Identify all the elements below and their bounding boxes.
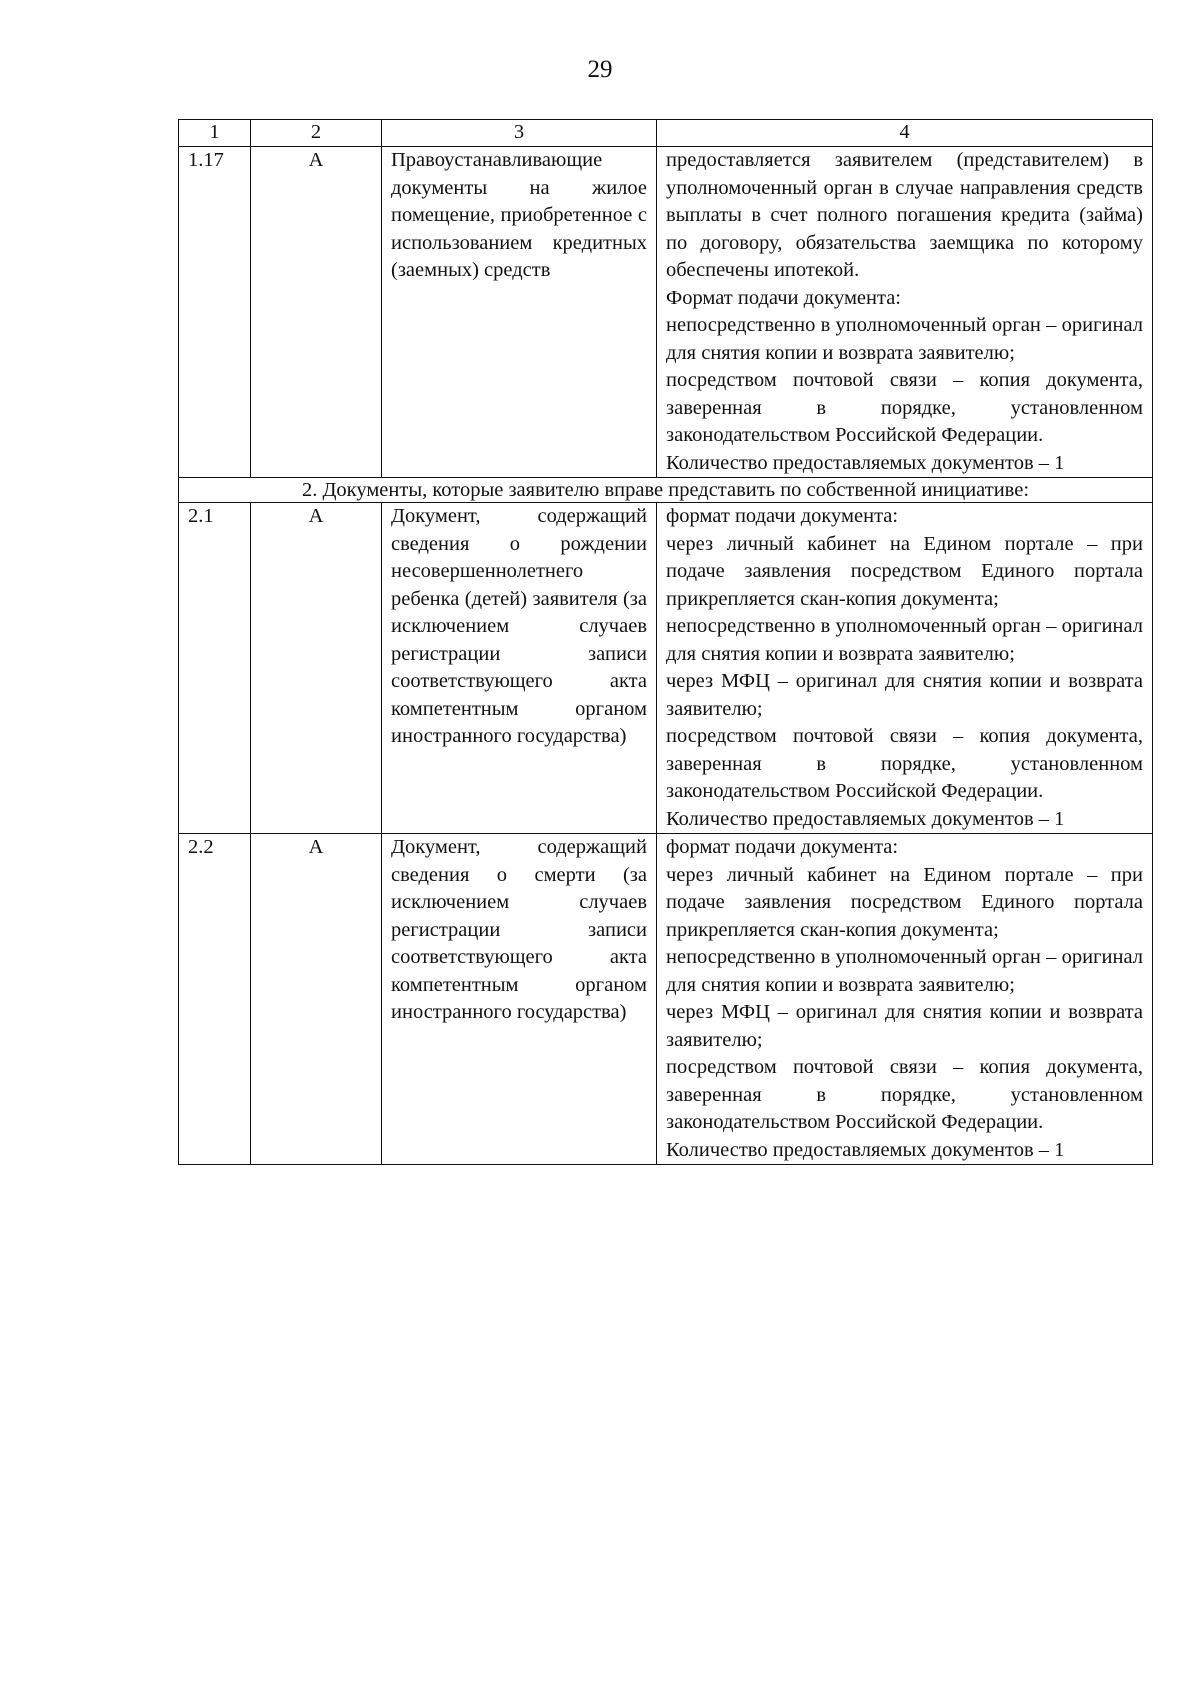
info-line: посредством почтовой связи – копия документа, заверенная в порядке, установленном законодательством Российской Федерации. (666, 369, 1143, 446)
submission-info (657, 503, 1153, 834)
document-name: Правоустанавливающие документы на жилое помещение, приобретенное с использованием кредитных (заемных) средств (382, 147, 657, 478)
info-line: непосредственно в уполномоченный орган – оригинал для снятия копии и возврата заявителю; (666, 314, 1143, 364)
header-row (179, 120, 1153, 147)
page-number: 29 (587, 56, 613, 83)
info-line: непосредственно в уполномоченный орган – оригинал для снятия копии и возврата заявителю; (666, 615, 1143, 665)
submission-info (657, 147, 1153, 478)
section-row (179, 478, 1153, 503)
info-line: посредством почтовой связи – копия документа, заверенная в порядке, установленном законодательством Российской Федерации. (666, 1056, 1143, 1133)
document-name: Документ, содержащий сведения о смерти (за исключением случаев регистрации записи соответствующего акта компетентным органом иностранного государства) (382, 834, 657, 1165)
row-number: 2.1 (179, 503, 251, 834)
document-name: Документ, содержащий сведения о рождении несовершеннолетнего ребенка (детей) заявителя (за исключением случаев регистрации записи соответствующего акта компетентным органом иностранного государства) (382, 503, 657, 834)
info-line: через МФЦ – оригинал для снятия копии и возврата заявителю; (666, 670, 1143, 720)
row-category: А (251, 834, 382, 1165)
info-line: посредством почтовой связи – копия документа, заверенная в порядке, установленном законодательством Российской Федерации. (666, 725, 1143, 802)
row-number: 2.2 (179, 834, 251, 1165)
info-line: формат подачи документа: (666, 836, 899, 858)
row-category: А (251, 147, 382, 478)
info-line: Количество предоставляемых документов – 1 (666, 451, 1065, 474)
info-line: предоставляется заявителем (представителем) в уполномоченный орган в случае направления средств выплаты в счет полного погашения кредита (займа) по договору, обязательства заемщика по которому обеспечены ипотекой. (666, 149, 1143, 281)
header-cell-4: 4 (657, 120, 1153, 147)
info-line: через МФЦ – оригинал для снятия копии и возврата заявителю; (666, 1001, 1143, 1051)
header-cell-2: 2 (251, 120, 382, 147)
table-row (179, 834, 1153, 1165)
info-line: Количество предоставляемых документов – 1 (666, 807, 1065, 830)
info-line: через личный кабинет на Едином портале – при подаче заявления посредством Единого портала прикрепляется скан-копия документа; (666, 863, 1143, 941)
info-line: через личный кабинет на Едином портале – при подаче заявления посредством Единого портала прикрепляется скан-копия документа; (666, 532, 1143, 610)
info-line: формат подачи документа: (666, 505, 899, 527)
documents-table (178, 119, 1153, 1165)
table-row (179, 503, 1153, 834)
header-cell-1: 1 (179, 120, 251, 147)
submission-info (657, 834, 1153, 1165)
info-line: Формат подачи документа: (666, 286, 901, 309)
header-cell-3: 3 (382, 120, 657, 147)
row-category: А (251, 503, 382, 834)
table-row (179, 147, 1153, 478)
section-title: 2. Документы, которые заявителю вправе представить по собственной инициативе: (179, 478, 1153, 503)
info-line: непосредственно в уполномоченный орган – оригинал для снятия копии и возврата заявителю; (666, 946, 1143, 996)
info-line: Количество предоставляемых документов – 1 (666, 1138, 1065, 1161)
row-number: 1.17 (179, 147, 251, 478)
